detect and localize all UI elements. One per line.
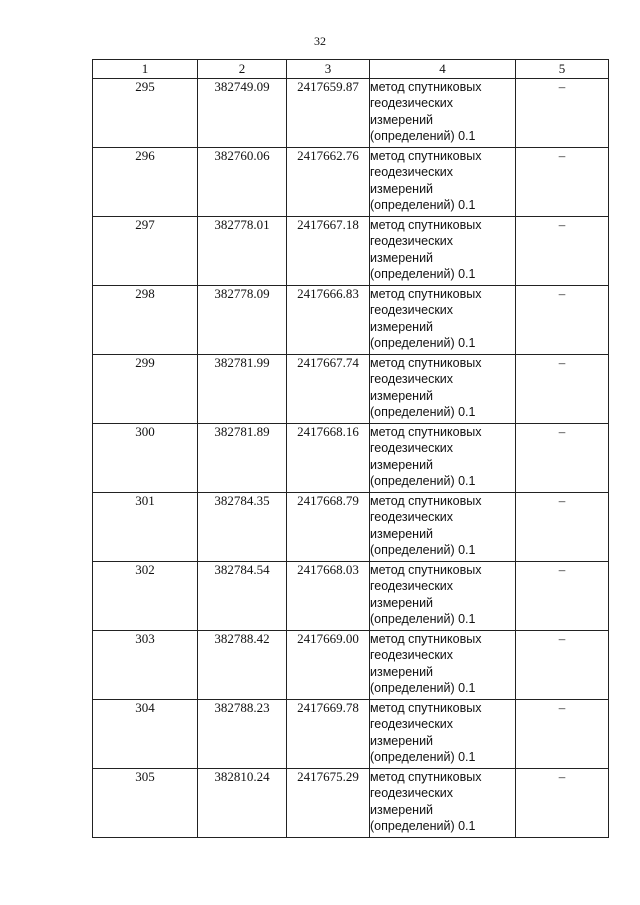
method-text-line: измерений: [370, 388, 434, 403]
method-text-line: метод спутниковых: [370, 632, 482, 646]
x-coordinate-cell: 382778.01: [198, 217, 287, 286]
y-coordinate-cell: 2417666.83: [287, 286, 370, 355]
method-text-line: измерений: [370, 181, 434, 196]
note-cell: –: [516, 493, 609, 562]
point-number-cell: 304: [93, 700, 198, 769]
table-row: [93, 700, 609, 769]
note-cell: –: [516, 286, 609, 355]
method-cell: [370, 79, 516, 148]
method-cell: [370, 493, 516, 562]
method-text-line: геодезических: [370, 648, 454, 663]
method-text-line: геодезических: [370, 303, 454, 318]
column-header-1: 1: [93, 60, 198, 79]
method-cell: [370, 286, 516, 355]
note-cell: –: [516, 769, 609, 838]
table-row: [93, 286, 609, 355]
table-row: [93, 148, 609, 217]
point-number-cell: 305: [93, 769, 198, 838]
method-text-line: (определений) 0.1: [370, 681, 476, 696]
y-coordinate-cell: 2417669.78: [287, 700, 370, 769]
method-text-line: геодезических: [370, 579, 454, 594]
x-coordinate-cell: 382781.89: [198, 424, 287, 493]
y-coordinate-cell: 2417667.18: [287, 217, 370, 286]
method-text-line: измерений: [370, 457, 434, 472]
method-text-line: измерений: [370, 526, 434, 541]
method-text-line: измерений: [370, 112, 434, 127]
method-text-line: измерений: [370, 250, 434, 265]
note-cell: –: [516, 562, 609, 631]
table-row: [93, 493, 609, 562]
method-text-line: геодезических: [370, 372, 454, 387]
method-cell: [370, 562, 516, 631]
table-row: [93, 631, 609, 700]
column-header-3: 3: [287, 60, 370, 79]
x-coordinate-cell: 382749.09: [198, 79, 287, 148]
method-text-line: геодезических: [370, 717, 454, 732]
method-text-line: (определений) 0.1: [370, 612, 476, 627]
method-text-line: геодезических: [370, 510, 454, 525]
table-row: [93, 217, 609, 286]
table-row: [93, 562, 609, 631]
note-cell: –: [516, 355, 609, 424]
method-text-line: (определений) 0.1: [370, 267, 476, 282]
method-text-line: геодезических: [370, 786, 454, 801]
method-text-line: метод спутниковых: [370, 701, 482, 715]
method-cell: [370, 355, 516, 424]
method-cell: [370, 769, 516, 838]
method-text-line: геодезических: [370, 165, 454, 180]
x-coordinate-cell: 382788.23: [198, 700, 287, 769]
table-body: [93, 79, 609, 838]
x-coordinate-cell: 382788.42: [198, 631, 287, 700]
note-cell: –: [516, 424, 609, 493]
method-cell: [370, 700, 516, 769]
method-text-line: геодезических: [370, 234, 454, 249]
x-coordinate-cell: 382784.35: [198, 493, 287, 562]
x-coordinate-cell: 382784.54: [198, 562, 287, 631]
table-row: [93, 355, 609, 424]
column-header-4: 4: [370, 60, 516, 79]
note-cell: –: [516, 631, 609, 700]
method-text-line: (определений) 0.1: [370, 198, 476, 213]
method-text-line: измерений: [370, 319, 434, 334]
point-number-cell: 301: [93, 493, 198, 562]
method-text-line: метод спутниковых: [370, 218, 482, 232]
method-text-line: геодезических: [370, 441, 454, 456]
table-row: [93, 769, 609, 838]
y-coordinate-cell: 2417662.76: [287, 148, 370, 217]
method-cell: [370, 424, 516, 493]
column-header-5: 5: [516, 60, 609, 79]
y-coordinate-cell: 2417667.74: [287, 355, 370, 424]
method-text-line: измерений: [370, 733, 434, 748]
method-text-line: измерений: [370, 664, 434, 679]
point-number-cell: 302: [93, 562, 198, 631]
method-text-line: метод спутниковых: [370, 287, 482, 301]
y-coordinate-cell: 2417668.79: [287, 493, 370, 562]
method-text-line: метод спутниковых: [370, 80, 482, 94]
point-number-cell: 295: [93, 79, 198, 148]
page-number: 32: [314, 34, 326, 48]
method-text-line: метод спутниковых: [370, 149, 482, 163]
point-number-cell: 298: [93, 286, 198, 355]
method-cell: [370, 148, 516, 217]
coordinates-table: [92, 59, 609, 838]
method-text-line: (определений) 0.1: [370, 474, 476, 489]
method-text-line: геодезических: [370, 96, 454, 111]
point-number-cell: 303: [93, 631, 198, 700]
x-coordinate-cell: 382760.06: [198, 148, 287, 217]
table-row: [93, 79, 609, 148]
method-text-line: измерений: [370, 595, 434, 610]
note-cell: –: [516, 79, 609, 148]
x-coordinate-cell: 382810.24: [198, 769, 287, 838]
method-text-line: метод спутниковых: [370, 563, 482, 577]
method-text-line: метод спутниковых: [370, 494, 482, 508]
method-text-line: (определений) 0.1: [370, 819, 476, 834]
method-text-line: метод спутниковых: [370, 770, 482, 784]
table-row: [93, 424, 609, 493]
point-number-cell: 296: [93, 148, 198, 217]
x-coordinate-cell: 382778.09: [198, 286, 287, 355]
method-text-line: метод спутниковых: [370, 356, 482, 370]
method-text-line: (определений) 0.1: [370, 129, 476, 144]
method-cell: [370, 217, 516, 286]
y-coordinate-cell: 2417668.16: [287, 424, 370, 493]
table-header-row: [93, 60, 609, 79]
point-number-cell: 297: [93, 217, 198, 286]
method-cell: [370, 631, 516, 700]
method-text-line: (определений) 0.1: [370, 405, 476, 420]
y-coordinate-cell: 2417669.00: [287, 631, 370, 700]
note-cell: –: [516, 700, 609, 769]
note-cell: –: [516, 217, 609, 286]
y-coordinate-cell: 2417675.29: [287, 769, 370, 838]
method-text-line: (определений) 0.1: [370, 336, 476, 351]
x-coordinate-cell: 382781.99: [198, 355, 287, 424]
column-header-2: 2: [198, 60, 287, 79]
y-coordinate-cell: 2417659.87: [287, 79, 370, 148]
method-text-line: (определений) 0.1: [370, 543, 476, 558]
point-number-cell: 300: [93, 424, 198, 493]
method-text-line: метод спутниковых: [370, 425, 482, 439]
point-number-cell: 299: [93, 355, 198, 424]
method-text-line: (определений) 0.1: [370, 750, 476, 765]
note-cell: –: [516, 148, 609, 217]
y-coordinate-cell: 2417668.03: [287, 562, 370, 631]
method-text-line: измерений: [370, 802, 434, 817]
